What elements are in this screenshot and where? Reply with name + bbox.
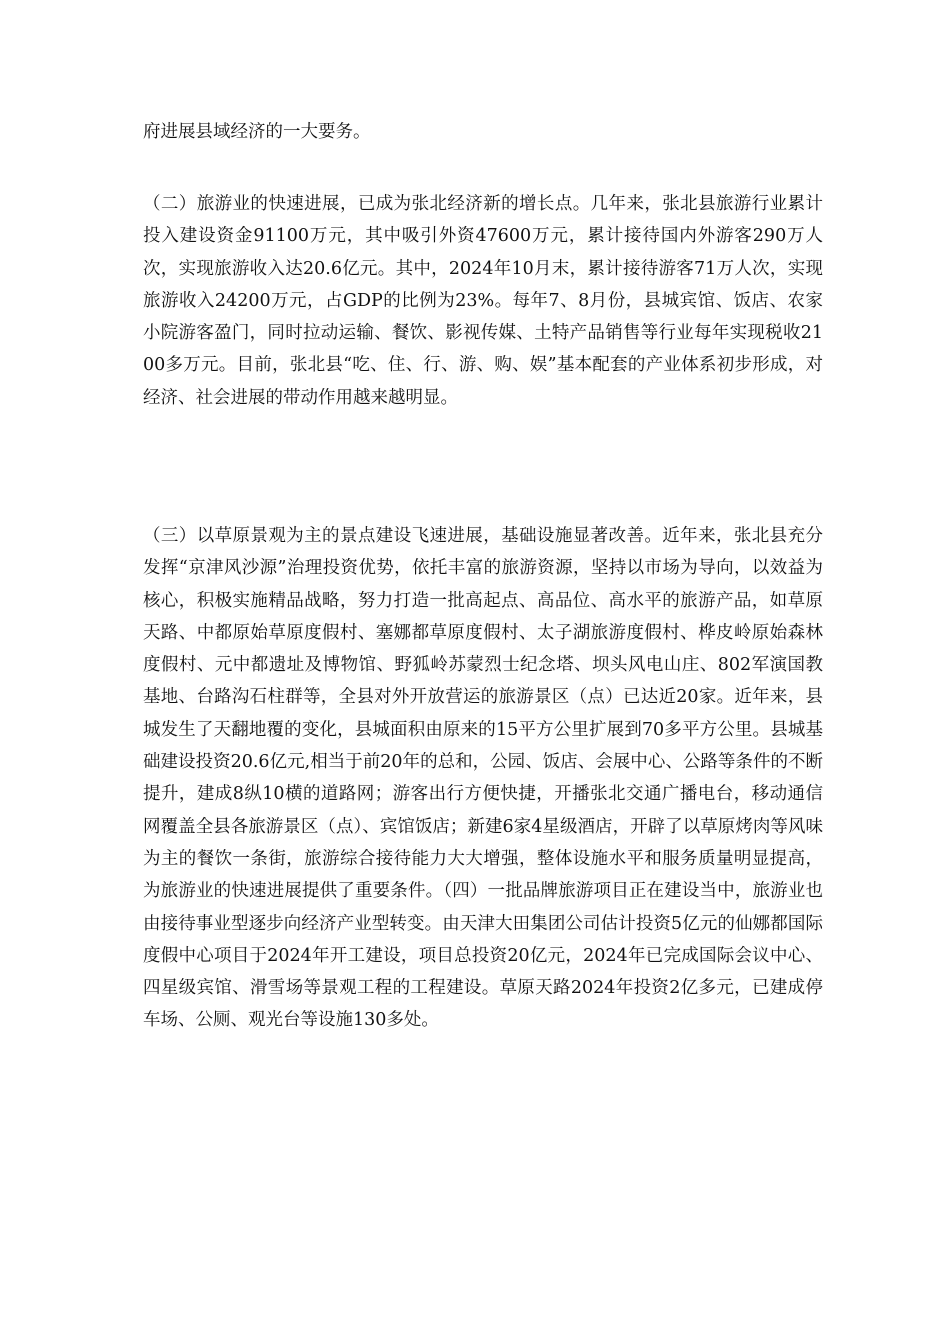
paragraph-continuation: 府进展县域经济的一大要务。 — [143, 122, 371, 142]
paragraph-scenic-construction: （三）以草原景观为主的景点建设飞速进展，基础设施显著改善。近年来，张北县充分发挥“京津风沙源”治理投资优势，依托丰富的旅游资源，坚持以市场为导向，以效益为核心，积极实施精品战略，努力打造一批高起点、高品位、高水平的旅游产品，如草原天路、中都原始草原度假村、塞娜都草原度假村、太子湖旅游度假村、桦皮岭原始森林度假村、元中都遗址及博物馆、野狐岭苏蒙烈士纪念塔、坝头风电山庄、802军演国教基地、台路沟石柱群等，全县对外开放营运的旅游景区（点）已达近20家。近年来，县城发生了天翻地覆的变化，县城面积由原来的15平方公里扩展到70多平方公里。县城基础建设投资20.6亿元,相当于前20年的总和，公园、饭店、会展中心、公路等条件的不断提升，建成8纵10横的道路网；游客出行方便快捷，开播张北交通广播电台，移动通信网覆盖全县各旅游景区（点）、宾馆饭店；新建6家4星级酒店，开辟了以草原烤肉等风味为主的餐饮一条街，旅游综合接待能力大大增强，整体设施水平和服务质量明显提高，为旅游业的快速进展提供了重要条件。（四）一批品牌旅游项目正在建设当中，旅游业也由接待事业型逐步向经济产业型转变。由天津大田集团公司估计投资5亿元的仙娜都国际度假中心项目于2024年开工建设，项目总投资20亿元，2024年已完成国际会议中心、四星级宾馆、滑雪场等景观工程的工程建设。草原天路2024年投资2亿多元，已建成停车场、公厕、观光台等设施130多处。 — [143, 526, 823, 1031]
paragraph-tourism-growth: （二）旅游业的快速进展，已成为张北经济新的增长点。几年来，张北县旅游行业累计投入建设资金91100万元，其中吸引外资47600万元，累计接待国内外游客290万人次，实现旅游收入达20.6亿元。其中，2024年10月末，累计接待游客71万人次，实现旅游收入24200万元，占GDP的比例为23%。每年7、8月份，县城宾馆、饭店、农家小院游客盈门，同时拉动运输、餐饮、影视传媒、土特产品销售等行业每年实现税收2100多万元。目前，张北县“吃、住、行、游、购、娱”基本配套的产业体系初步形成，对经济、社会进展的带动作用越来越明显。 — [143, 194, 823, 408]
